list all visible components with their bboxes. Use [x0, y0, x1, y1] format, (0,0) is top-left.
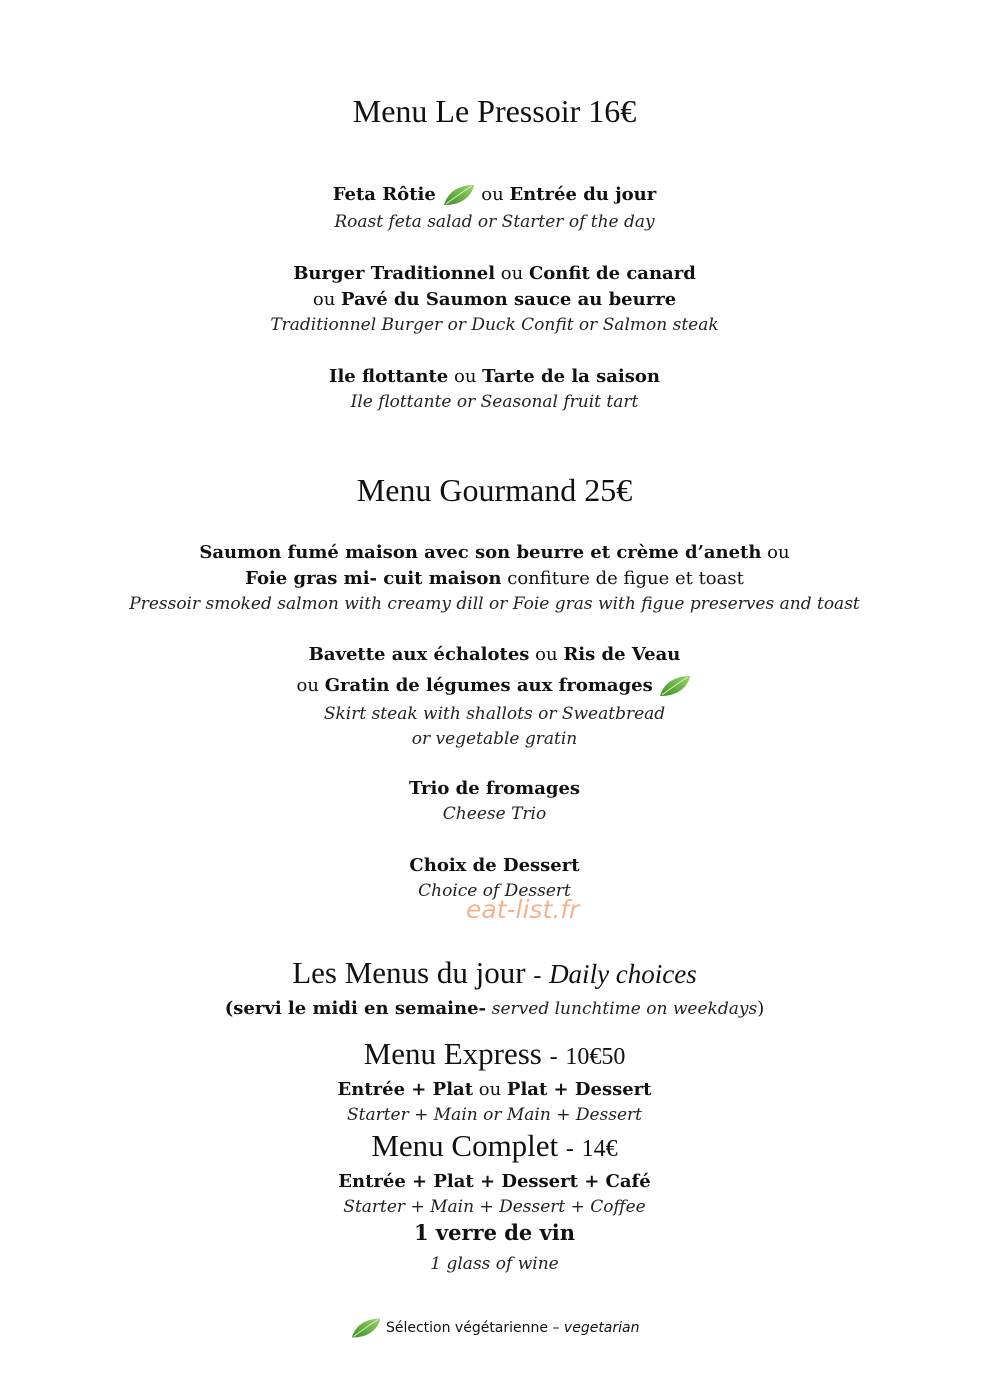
gourmand-course4-fr	[0, 853, 989, 879]
daily-title-fr: Les Menus du jour	[292, 955, 526, 990]
gourmand-course2-fr-line1	[0, 642, 989, 668]
gourmand-course2-en-line1: Skirt steak with shallots or Sweatbread	[323, 704, 666, 724]
express-dash: -	[549, 1044, 558, 1070]
menu-express-title	[0, 1036, 989, 1072]
gourmand-course1-fr-line2	[0, 566, 989, 592]
dish-name: Pavé du Saumon sauce au beurre	[341, 289, 677, 310]
dish-detail: confiture de figue et toast	[507, 568, 744, 589]
gourmand-course3-fr	[0, 776, 989, 802]
pressoir-course1-en: Roast feta salad or Starter of the day	[334, 212, 655, 232]
daily-subtitle	[0, 996, 989, 1022]
leaf-icon	[350, 1316, 382, 1340]
gourmand-course1-en: Pressoir smoked salmon with creamy dill or Foie gras with figue preserves and toast	[129, 594, 860, 614]
dish-name: Gratin de légumes aux fromages	[324, 675, 653, 696]
dish-name: Entrée du jour	[509, 184, 657, 205]
pressoir-course2-fr-line1	[0, 261, 989, 287]
gourmand-course2-fr-line2	[0, 673, 989, 699]
dish-name: Feta Rôtie	[332, 184, 436, 205]
express-option-a: Entrée + Plat	[337, 1079, 474, 1100]
express-name: Menu Express	[363, 1036, 542, 1071]
legend-en: vegetarian	[563, 1320, 640, 1336]
or-word: ou	[453, 366, 477, 387]
wine-en: 1 glass of wine	[430, 1254, 559, 1274]
dish-name: Ile flottante	[329, 366, 449, 387]
title-dash: -	[533, 963, 542, 989]
or-word: ou	[312, 289, 336, 310]
dish-name: Burger Traditionnel	[293, 263, 496, 284]
dish-name: Trio de fromages	[408, 778, 581, 799]
menu-complet-title	[0, 1128, 989, 1164]
leaf-icon	[658, 674, 692, 698]
watermark: eat-list.fr	[466, 895, 580, 924]
daily-menus-title	[0, 955, 989, 991]
dish-name: Saumon fumé maison avec son beurre et crème d’aneth	[199, 542, 762, 563]
daily-sub-en: served lunchtime on weekdays	[491, 999, 758, 1019]
wine-label: 1 verre de vin	[413, 1220, 576, 1245]
or-word: ou	[478, 1079, 502, 1100]
express-price: 10€50	[565, 1044, 626, 1070]
paren-open: (	[224, 998, 234, 1019]
menu-gourmand-title: Menu Gourmand 25€	[356, 472, 633, 508]
pressoir-course1-fr	[0, 182, 989, 208]
pressoir-course2-en: Traditionnel Burger or Duck Confit or Salmon steak	[270, 315, 719, 335]
daily-title-en: Daily choices	[549, 959, 697, 989]
or-word: ou	[500, 263, 524, 284]
dish-name: Tarte de la saison	[482, 366, 660, 387]
or-word: ou	[767, 542, 790, 563]
or-word: ou	[535, 644, 558, 665]
complet-price: 14€	[581, 1136, 618, 1162]
express-fr	[0, 1077, 989, 1103]
gourmand-course4-en: Choice of Dessert	[418, 881, 571, 901]
gourmand-course2-en-line2: or vegetable gratin	[411, 729, 578, 749]
pressoir-course3-fr	[0, 364, 989, 390]
daily-sub-fr: servi le midi en semaine-	[233, 998, 487, 1019]
leaf-icon	[442, 183, 476, 207]
menu-pressoir-title: Menu Le Pressoir 16€	[352, 93, 637, 129]
dish-name: Choix de Dessert	[409, 855, 580, 876]
wine-fr	[0, 1220, 989, 1245]
complet-fr	[0, 1169, 989, 1195]
gourmand-course1-fr-line1	[0, 540, 989, 566]
express-en: Starter + Main or Main + Dessert	[346, 1105, 643, 1125]
or-word: ou	[296, 675, 319, 696]
complet-name: Menu Complet	[371, 1128, 559, 1163]
vegetarian-legend	[0, 1316, 989, 1340]
pressoir-course2-fr-line2	[0, 287, 989, 313]
gourmand-course3-en: Cheese Trio	[442, 804, 547, 824]
legend-fr: Sélection végétarienne –	[385, 1320, 560, 1336]
complet-contents: Entrée + Plat + Dessert + Café	[338, 1171, 651, 1192]
paren-close: )	[757, 998, 765, 1019]
dish-name: Bavette aux échalotes	[308, 644, 530, 665]
dish-name: Confit de canard	[528, 263, 696, 284]
pressoir-course3-en: Ile flottante or Seasonal fruit tart	[350, 392, 639, 412]
complet-en: Starter + Main + Dessert + Coffee	[343, 1197, 646, 1217]
complet-dash: -	[565, 1136, 574, 1162]
dish-name: Ris de Veau	[563, 644, 681, 665]
or-word: ou	[481, 184, 504, 205]
dish-name: Foie gras mi- cuit maison	[245, 568, 502, 589]
express-option-b: Plat + Dessert	[506, 1079, 652, 1100]
